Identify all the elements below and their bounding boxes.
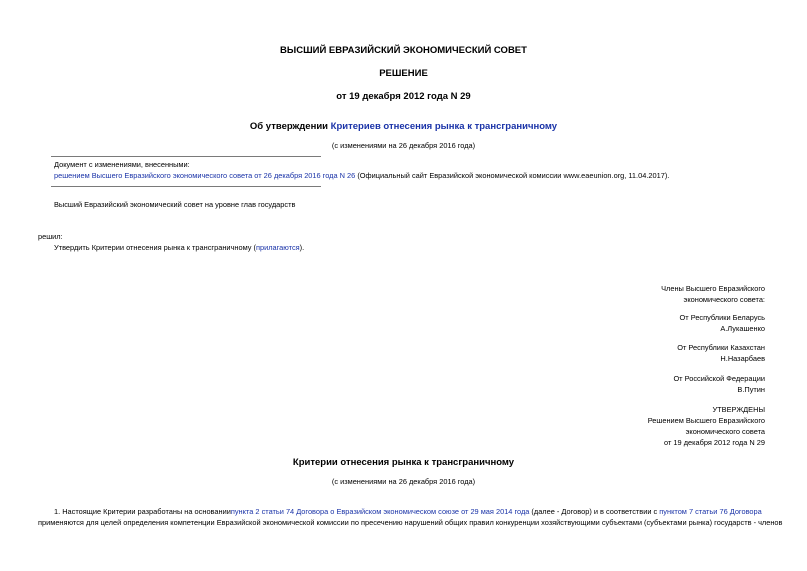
amend-box-detail <box>54 171 669 180</box>
treaty-article-74-link[interactable]: пункта 2 статьи 74 Договора о Евразийском экономическом союзе от 29 мая 2014 года <box>230 507 530 516</box>
belarus-label: От Республики Беларусь <box>679 313 765 322</box>
belarus-signer: А.Лукашенко <box>720 324 765 333</box>
members-line-2: экономического совета: <box>683 295 765 304</box>
kazakhstan-signer: Н.Назарбаев <box>720 354 765 363</box>
amend-box-label: Документ с изменениями, внесенными: <box>54 160 190 169</box>
approve-text <box>54 243 304 252</box>
p1-mid: (далее - Договор) и в соответствии с <box>529 507 660 516</box>
title-changes-note: (с изменениями на 26 декабря 2016 года) <box>331 141 476 150</box>
decided-label: решил: <box>38 232 63 241</box>
document-title <box>0 121 807 132</box>
approved-line-4: от 19 декабря 2012 года N 29 <box>664 438 765 447</box>
intro-text: Высший Евразийский экономический совет на уровне глав государств <box>54 200 296 209</box>
org-heading: ВЫСШИЙ ЕВРАЗИЙСКИЙ ЭКОНОМИЧЕСКИЙ СОВЕТ <box>280 45 527 56</box>
criteria-paragraph-1-line-2: применяются для целей определения компетенции Евразийской экономической комиссии по пресечению нарушений общих правил конкуренции хозяйствующими субъектами (субъектами рынка) государств - членов <box>38 518 783 527</box>
approve-text-post: ). <box>299 243 305 252</box>
approve-text-pre: Утвердить Критерии отнесения рынка к трансграничному ( <box>54 243 256 252</box>
annex-link[interactable]: прилагаются <box>255 243 300 252</box>
members-line-1: Члены Высшего Евразийского <box>661 284 765 293</box>
approved-line-2: Решением Высшего Евразийского <box>647 416 765 425</box>
amend-box-bottom-rule <box>51 186 321 187</box>
criteria-paragraph-1 <box>54 507 762 516</box>
russia-signer: В.Путин <box>737 385 765 394</box>
approved-line-1: УТВЕРЖДЕНЫ <box>712 405 765 414</box>
title-prefix: Об утверждении <box>249 121 331 132</box>
treaty-article-76-link[interactable]: пунктом 7 статьи 76 Договора <box>659 507 762 516</box>
signature-russia <box>673 373 765 395</box>
approved-stamp <box>648 404 765 448</box>
criteria-title: Критерии отнесения рынка к трансграничному <box>292 457 515 468</box>
doc-type-heading: РЕШЕНИЕ <box>379 68 428 79</box>
p1-pre: 1. Настоящие Критерии разработаны на основании <box>54 507 231 516</box>
signature-kazakhstan <box>677 342 765 364</box>
amending-decision-link[interactable]: решением Высшего Евразийского экономического совета от 26 декабря 2016 года N 26 <box>54 171 356 180</box>
criteria-changes-note: (с изменениями на 26 декабря 2016 года) <box>331 477 476 486</box>
amend-box-top-rule <box>51 156 321 157</box>
kazakhstan-label: От Республики Казахстан <box>677 343 765 352</box>
members-block <box>661 283 765 305</box>
decision-date: от 19 декабря 2012 года N 29 <box>336 91 471 102</box>
criteria-link[interactable]: Критериев отнесения рынка к трансграничному <box>330 121 558 132</box>
signature-belarus <box>680 312 765 334</box>
amend-box-source: (Официальный сайт Евразийской экономической комиссии www.eaeunion.org, 11.04.2017). <box>355 171 670 180</box>
russia-label: От Российской Федерации <box>673 374 765 383</box>
approved-line-3: экономического совета <box>685 427 765 436</box>
